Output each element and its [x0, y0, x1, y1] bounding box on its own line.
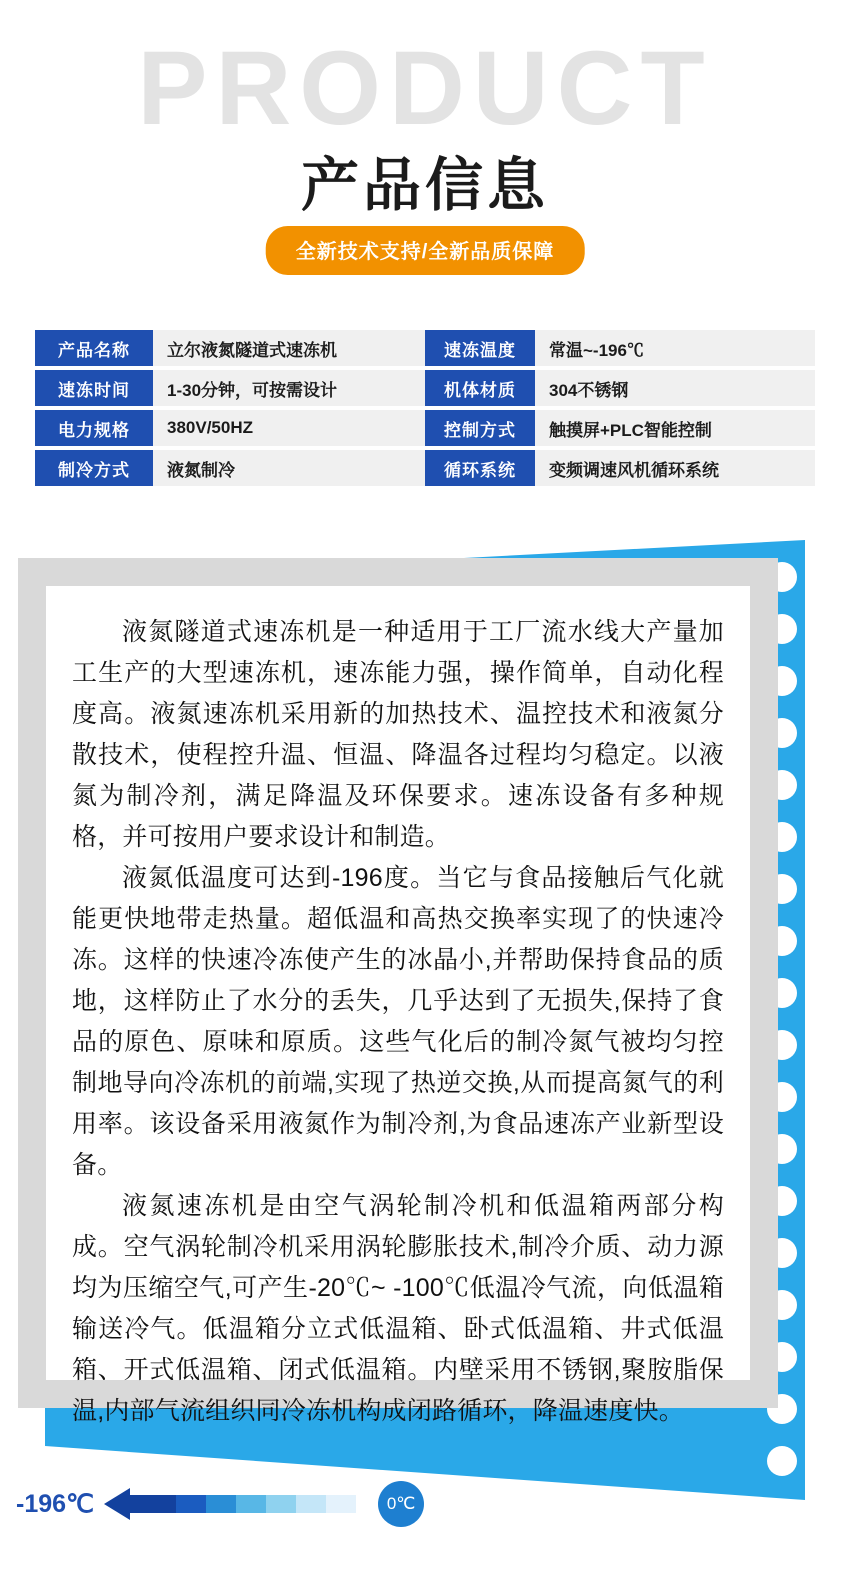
spec-value: 380V/50HZ: [153, 410, 425, 446]
gradient-segment: [130, 1495, 176, 1513]
description-paragraph: 液氮低温度可达到-196度。当它与食品接触后气化就能更快地带走热量。超低温和高热交换率实现了的快速冷冻。这样的快速冷冻使产生的冰晶小,并帮助保持食品的质地，这样防止了水分的丢失，几乎达到了无损失,保持了食品的原色、原味和原质。这些气化后的制冷氮气被均匀控制地导向冷冻机的前端,实现了热逆交换,从而提高氮气的利用率。该设备采用液氮作为制冷剂,为食品速冻产业新型设备。: [72, 864, 724, 1179]
gradient-segment: [206, 1495, 236, 1513]
spec-value: 1-30分钟，可按需设计: [153, 370, 425, 406]
temperature-scale: [16, 1476, 716, 1532]
gradient-segment: [176, 1495, 206, 1513]
spec-value: 触摸屏+PLC智能控制: [535, 410, 815, 446]
gradient-segment: [236, 1495, 266, 1513]
temperature-max-badge: 0℃: [378, 1481, 424, 1527]
gradient-segment: [266, 1495, 296, 1513]
spec-key: 电力规格: [35, 410, 153, 446]
spec-key: 速冻温度: [425, 330, 535, 366]
gradient-segment: [296, 1495, 326, 1513]
description-paragraph: 液氮隧道式速冻机是一种适用于工厂流水线大产量加工生产的大型速冻机，速冻能力强，操作简单，自动化程度高。液氮速冻机采用新的加热技术、温控技术和液氮分散技术，使程控升温、恒温、降温各过程均匀稳定。以液氮为制冷剂，满足降温及环保要求。速冻设备有多种规格，并可按用户要求设计和制造。: [72, 618, 724, 851]
description-paragraph: 液氮速冻机是由空气涡轮制冷机和低温箱两部分构成。空气涡轮制冷机采用涡轮膨胀技术,制冷介质、动力源均为压缩空气,可产生-20℃~ -100℃低温冷气流，向低温箱输送冷气。低温箱分立式低温箱、卧式低温箱、井式低温箱、开式低温箱、闭式低温箱。内壁采用不锈钢,聚胺脂保温,内部气流组织同冷冻机构成闭路循环，降温速度快。: [72, 1192, 724, 1425]
spec-value: 常温~-196℃: [535, 330, 815, 366]
page-title: 产品信息: [300, 153, 549, 218]
film-notch: [767, 1446, 797, 1476]
spec-value: 立尔液氮隧道式速冻机: [153, 330, 425, 366]
gradient-segment: [326, 1495, 356, 1513]
subtitle-badge: 全新技术支持/全新品质保障: [266, 226, 585, 275]
arrow-left-icon: [104, 1488, 130, 1520]
spec-key: 产品名称: [35, 330, 153, 366]
description-card-inner: [46, 586, 750, 1425]
spec-key: 控制方式: [425, 410, 535, 446]
spec-value: 液氮制冷: [153, 450, 425, 486]
spec-key: 制冷方式: [35, 450, 153, 486]
spec-key: 循环系统: [425, 450, 535, 486]
temperature-min-label: -196℃: [16, 1490, 95, 1518]
spec-key: 机体材质: [425, 370, 535, 406]
spec-value: 304不锈钢: [535, 370, 815, 406]
watermark-text: PRODUCT: [137, 30, 713, 147]
spec-value: 变频调速风机循环系统: [535, 450, 815, 486]
spec-key: 速冻时间: [35, 370, 153, 406]
spec-table: [35, 330, 815, 486]
description-card: [18, 558, 778, 1425]
